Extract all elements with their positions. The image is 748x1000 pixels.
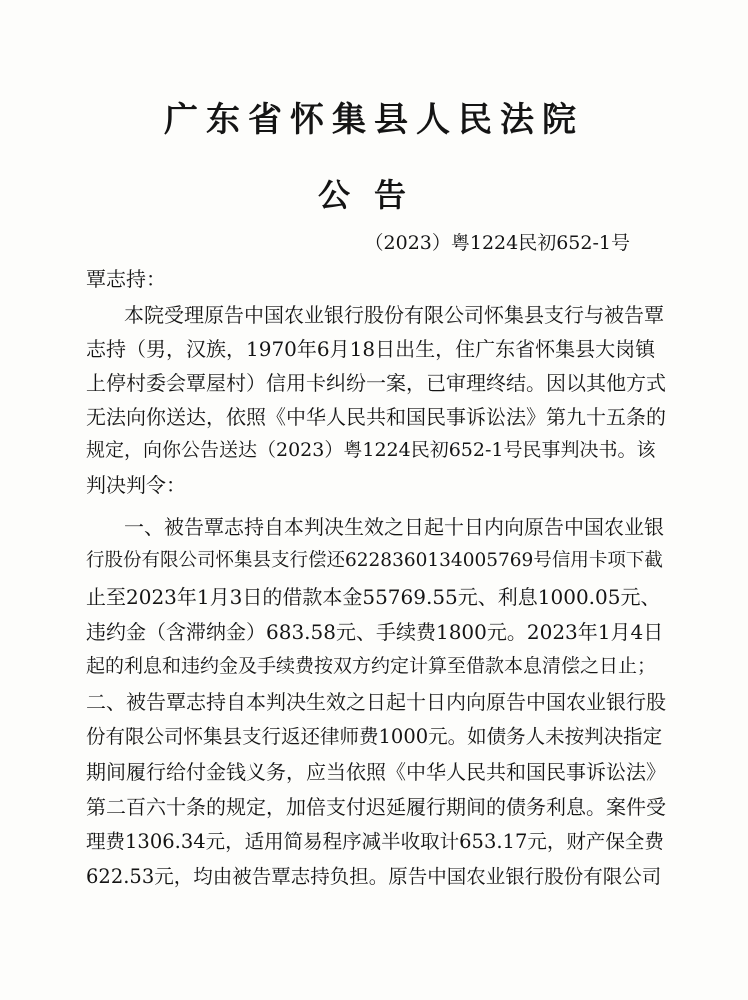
body-line: 判决判令： [86,473,186,497]
body-line: 违约金（含滞纳金）683.58元、手续费1800元。2023年1月4日 [86,620,664,644]
body-line: 本院受理原告中国农业银行股份有限公司怀集县支行与被告覃 [124,303,664,327]
body-line: 二、被告覃志持自本判决生效之日起十日内向原告中国农业银行股 [86,690,666,714]
addressee: 覃志持： [86,267,166,291]
body-line: 志持（男，汉族，1970年6月18日出生，住广东省怀集县大岗镇 [86,337,656,361]
body-line: 上停村委会覃屋村）信用卡纠纷一案，已审理终结。因以其他方式 [86,371,666,395]
case-number: （2023）粤1224民初652-1号 [364,232,630,254]
body-line: 第二百六十条的规定，加倍支付迟延履行期间的债务利息。案件受 [86,795,666,819]
court-name: 广东省怀集县人民法院 [164,100,584,140]
body-line: 理费1306.34元，适用简易程序减半收取计653.17元，财产保全费 [86,830,664,853]
body-line: 无法向你送达，依照《中华人民共和国民事诉讼法》第九十五条的 [86,405,666,429]
notice-title: 公告 [317,176,430,214]
body-line: 止至2023年1月3日的借款本金55769.55元、利息1000.05元、 [86,585,661,609]
body-line: 一、被告覃志持自本判决生效之日起十日内向原告中国农业银 [124,515,664,539]
body-line: 份有限公司怀集县支行返还律师费1000元。如债务人未按判决指定 [86,725,663,748]
body-line: 规定，向你公告送达（2023）粤1224民初652-1号民事判决书。该 [86,439,656,461]
body-line: 622.53元，均由被告覃志持负担。原告中国农业银行股份有限公司 [86,865,662,888]
body-line: 起的利息和违约金及手续费按双方约定计算至借款本息清偿之日止； [86,655,657,677]
body-line: 行股份有限公司怀集县支行偿还6228360134005769号信用卡项下截 [86,550,663,571]
body-line: 期间履行给付金钱义务，应当依照《中华人民共和国民事诉讼法》 [86,760,666,784]
